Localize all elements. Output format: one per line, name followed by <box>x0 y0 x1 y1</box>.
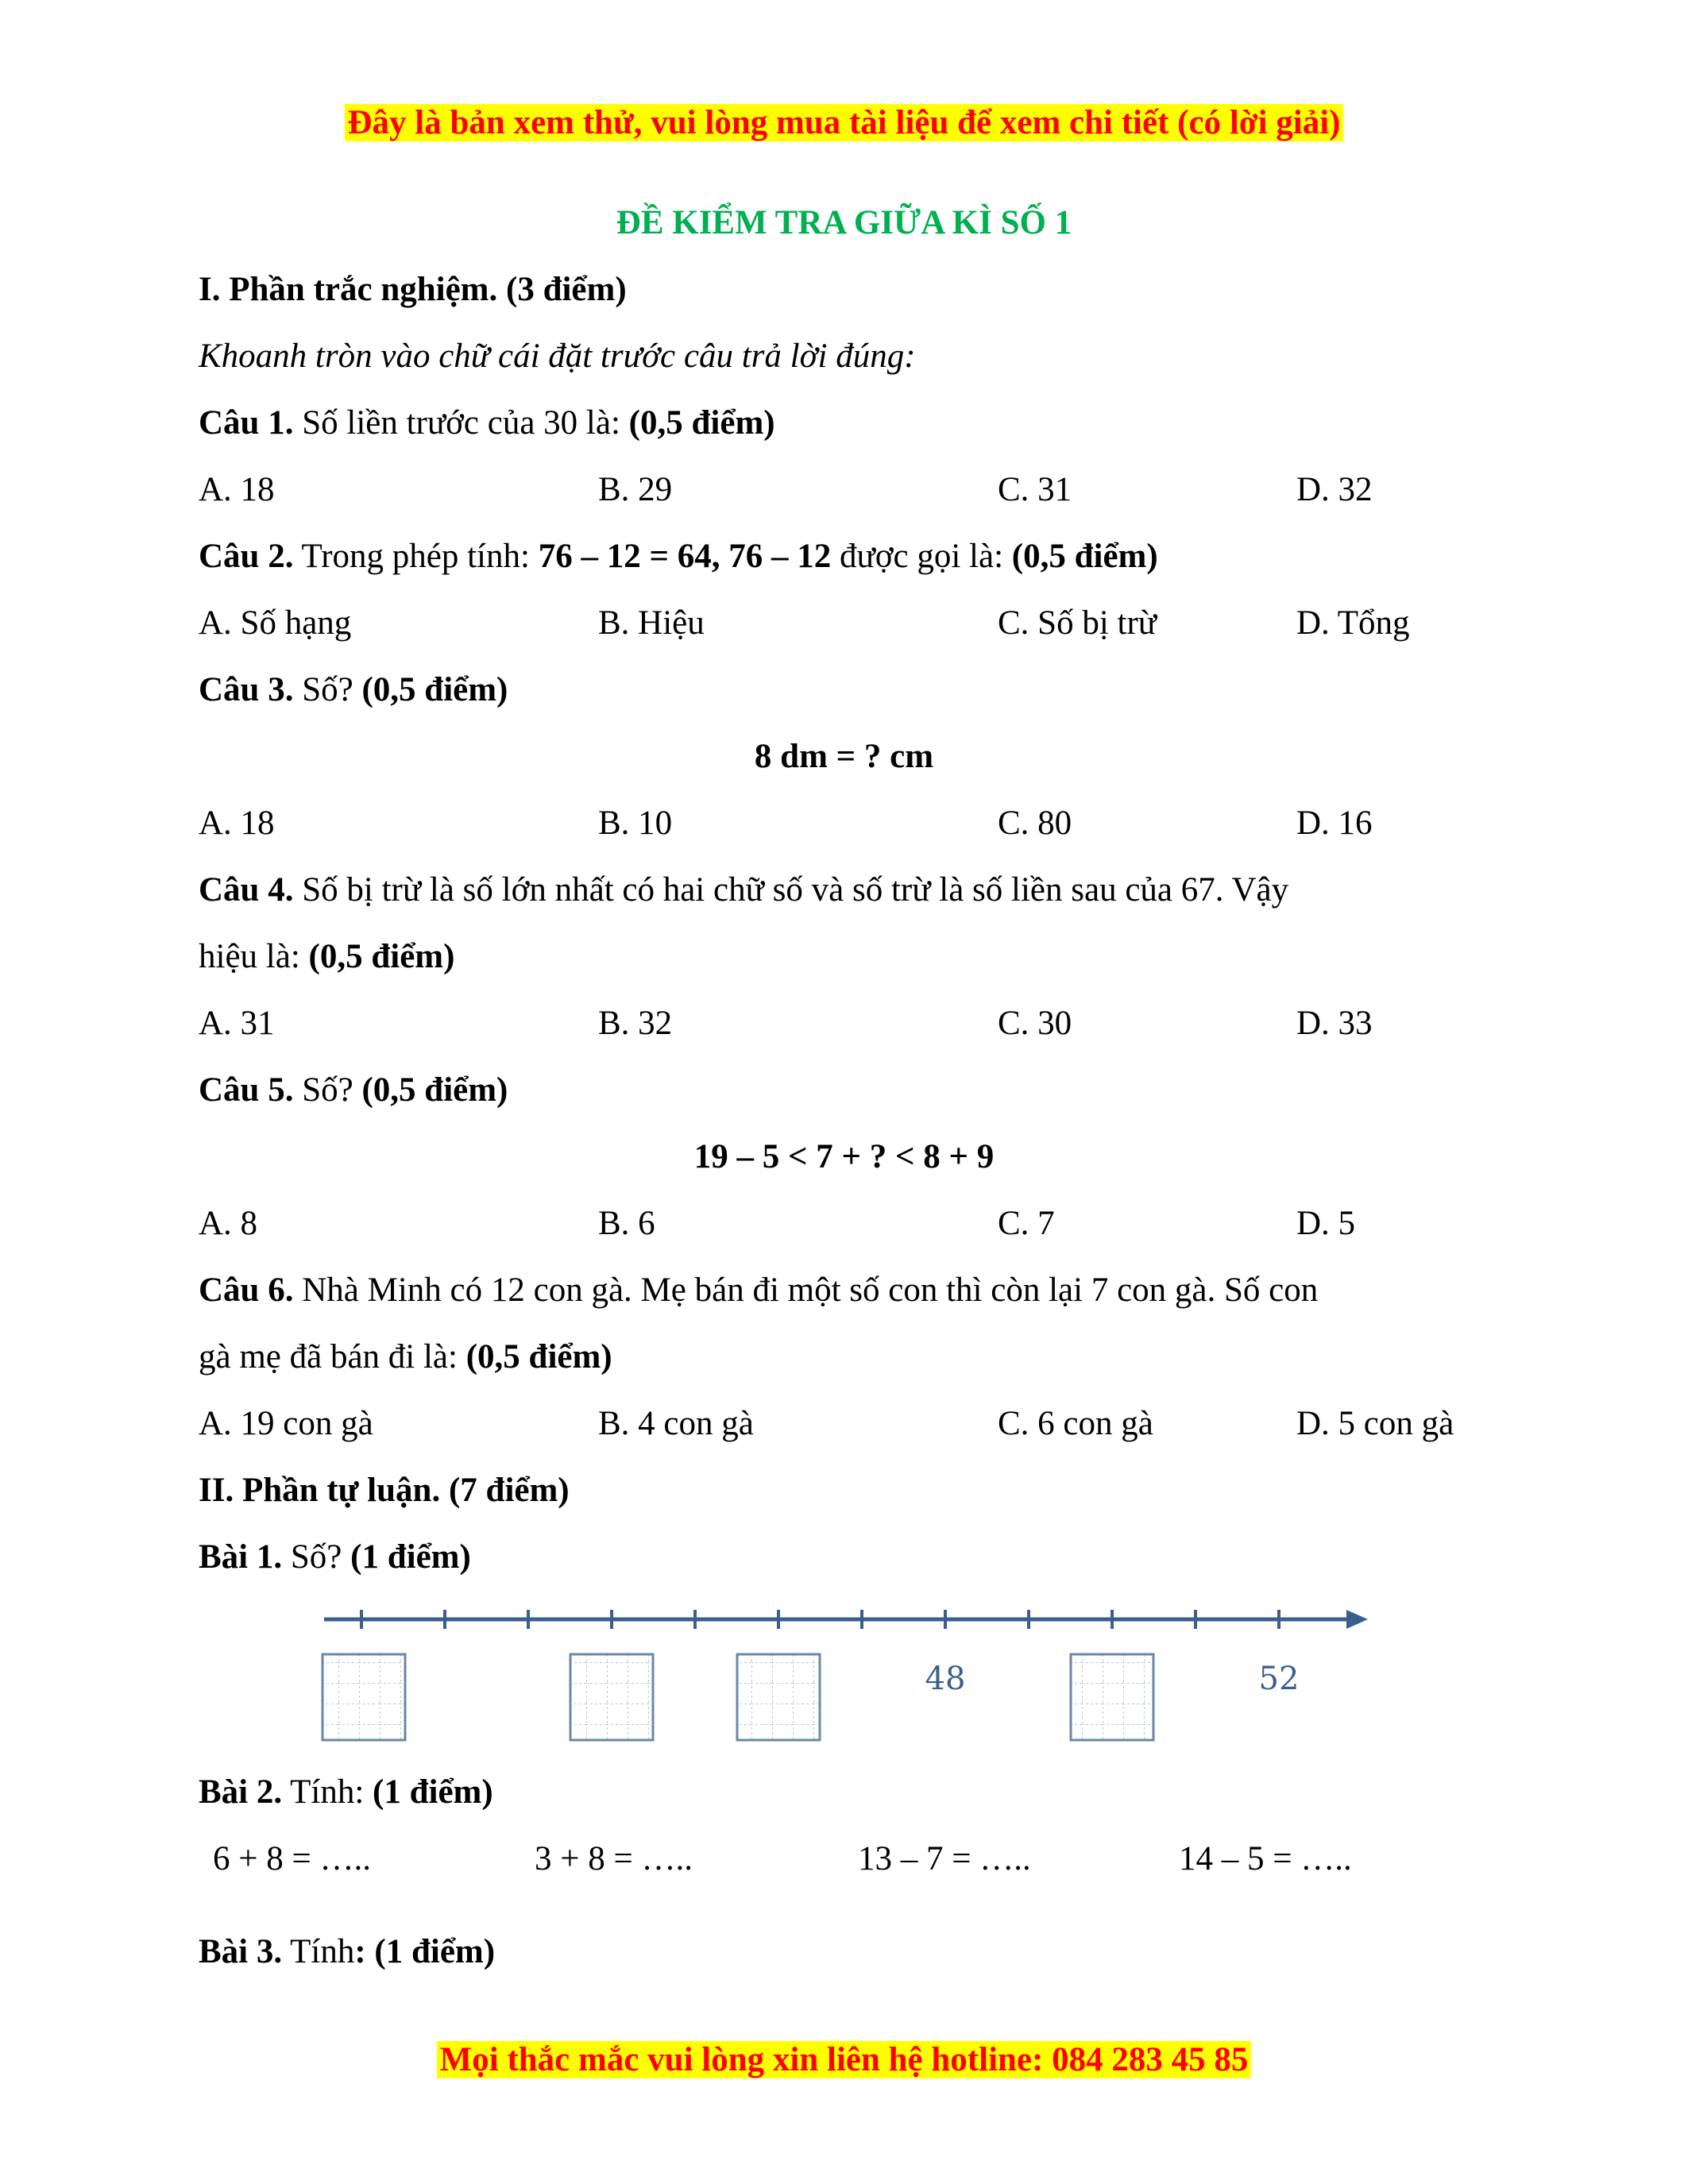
exercise-3 <box>199 1930 495 1974</box>
question-3-points: (0,5 điểm) <box>361 671 508 708</box>
question-1-option-c[interactable]: C. 31 <box>998 471 1072 508</box>
question-6-option-b[interactable]: B. 4 con gà <box>598 1405 754 1442</box>
question-1-label: Câu 1. <box>199 404 294 442</box>
question-5-option-b[interactable]: B. 6 <box>598 1205 655 1242</box>
question-5-option-c[interactable]: C. 7 <box>998 1205 1055 1242</box>
exercise-2-points: (1 điểm) <box>373 1773 493 1811</box>
question-6-option-c[interactable]: C. 6 con gà <box>998 1405 1153 1442</box>
question-6-points: (0,5 điểm) <box>465 1338 612 1376</box>
calculation-3[interactable]: 13 – 7 = ….. <box>858 1840 1031 1877</box>
question-1-option-a[interactable]: A. 18 <box>199 471 275 508</box>
question-4-text-cont: hiệu là: <box>199 938 309 975</box>
question-5-option-d[interactable]: D. 5 <box>1296 1205 1356 1242</box>
question-1-option-b[interactable]: B. 29 <box>598 471 673 508</box>
header-banner-row <box>0 101 1688 145</box>
hotline-banner: Mọi thắc mắc vui lòng xin liên hệ hotline: 084 283 45 85 <box>437 2041 1252 2078</box>
part1-heading: I. Phần trắc nghiệm. (3 điểm) <box>199 271 627 308</box>
exercise-1-label: Bài 1. <box>199 1538 283 1576</box>
question-3-formula: 8 dm = ? cm <box>754 738 934 775</box>
question-6 <box>199 1268 1318 1313</box>
question-5-formula: 19 – 5 < 7 + ? < 8 + 9 <box>693 1138 995 1175</box>
question-2-option-a[interactable]: A. Số hạng <box>199 604 352 642</box>
calculation-4[interactable]: 14 – 5 = ….. <box>1179 1840 1352 1877</box>
question-1 <box>199 401 775 446</box>
question-4-text: Số bị trừ là số lớn nhất có hai chữ số và số trừ là số liền sau của 67. Vậy <box>293 871 1289 909</box>
question-4 <box>199 868 1288 913</box>
question-1-text: Số liền trước của 30 là: <box>293 404 629 442</box>
question-2-text-a: Trong phép tính: <box>293 538 539 575</box>
part2-heading: II. Phần tự luận. (7 điểm) <box>199 1472 570 1509</box>
question-2-text-b: được gọi là: <box>831 538 1012 575</box>
question-5 <box>199 1068 508 1113</box>
exercise-2-text: Tính: <box>282 1773 373 1811</box>
question-5-points: (0,5 điểm) <box>361 1071 508 1109</box>
question-3 <box>199 668 508 712</box>
exercise-1-text: Số? <box>282 1538 351 1576</box>
question-4-option-c[interactable]: C. 30 <box>998 1005 1072 1042</box>
question-6-text-cont: gà mẹ đã bán đi là: <box>199 1338 466 1376</box>
question-3-option-a[interactable]: A. 18 <box>199 805 275 842</box>
question-3-option-d[interactable]: D. 16 <box>1296 805 1373 842</box>
exercise-2 <box>199 1770 493 1815</box>
number-line-figure <box>318 1600 1382 1767</box>
question-4-option-a[interactable]: A. 31 <box>199 1005 275 1042</box>
question-4-continued <box>199 935 454 979</box>
question-4-points: (0,5 điểm) <box>308 938 455 975</box>
question-1-points: (0,5 điểm) <box>628 404 775 442</box>
question-6-text: Nhà Minh có 12 con gà. Mẹ bán đi một số con thì còn lại 7 con gà. Số con <box>293 1271 1319 1309</box>
calculation-2[interactable]: 3 + 8 = ….. <box>535 1840 693 1877</box>
exercise-1-points: (1 điểm) <box>350 1538 471 1576</box>
answer-box-1[interactable] <box>323 1654 405 1740</box>
answer-box-2[interactable] <box>570 1654 653 1740</box>
exercise-2-label: Bài 2. <box>199 1773 283 1811</box>
question-3-text: Số? <box>293 671 362 708</box>
calculation-1[interactable]: 6 + 8 = ….. <box>213 1840 372 1877</box>
answer-box-4[interactable] <box>1071 1654 1153 1740</box>
question-4-option-b[interactable]: B. 32 <box>598 1005 673 1042</box>
number-label-52: 52 <box>1258 1661 1300 1697</box>
part1-instruction: Khoanh tròn vào chữ cái đặt trước câu trả lời đúng: <box>199 338 916 375</box>
question-2-option-b[interactable]: B. Hiệu <box>598 604 705 642</box>
exercise-3-points: : (1 điểm) <box>354 1933 496 1970</box>
exercise-3-text: Tính <box>282 1933 355 1970</box>
document-title: ĐỀ KIỂM TRA GIỮA KÌ SỐ 1 <box>616 204 1072 241</box>
question-2-points: (0,5 điểm) <box>1011 538 1158 575</box>
question-5-option-a[interactable]: A. 8 <box>199 1205 258 1242</box>
question-6-label: Câu 6. <box>199 1271 294 1309</box>
question-2 <box>199 534 1158 579</box>
question-4-label: Câu 4. <box>199 871 294 909</box>
footer-banner-row <box>0 2038 1688 2082</box>
question-3-option-c[interactable]: C. 80 <box>998 805 1072 842</box>
exercise-1 <box>199 1535 471 1580</box>
exercise-3-label: Bài 3. <box>199 1933 283 1970</box>
question-3-label: Câu 3. <box>199 671 294 708</box>
question-5-label: Câu 5. <box>199 1071 294 1109</box>
question-5-text: Số? <box>293 1071 362 1109</box>
question-6-continued <box>199 1335 612 1379</box>
question-2-expression: 76 – 12 = 64, 76 – 12 <box>538 538 832 575</box>
question-2-label: Câu 2. <box>199 538 294 575</box>
number-line-arrow-icon <box>1346 1610 1368 1629</box>
preview-notice-banner: Đây là bản xem thử, vui lòng mua tài liệu để xem chi tiết (có lời giải) <box>345 104 1344 141</box>
question-6-option-d[interactable]: D. 5 con gà <box>1296 1405 1454 1442</box>
question-6-option-a[interactable]: A. 19 con gà <box>199 1405 373 1442</box>
question-4-option-d[interactable]: D. 33 <box>1296 1005 1373 1042</box>
question-3-option-b[interactable]: B. 10 <box>598 805 673 842</box>
number-label-48: 48 <box>925 1661 966 1697</box>
answer-box-3[interactable] <box>737 1654 820 1740</box>
number-line-svg <box>318 1600 1382 1767</box>
question-1-option-d[interactable]: D. 32 <box>1296 471 1373 508</box>
question-2-option-d[interactable]: D. Tổng <box>1296 604 1410 642</box>
question-2-option-c[interactable]: C. Số bị trừ <box>998 604 1157 642</box>
